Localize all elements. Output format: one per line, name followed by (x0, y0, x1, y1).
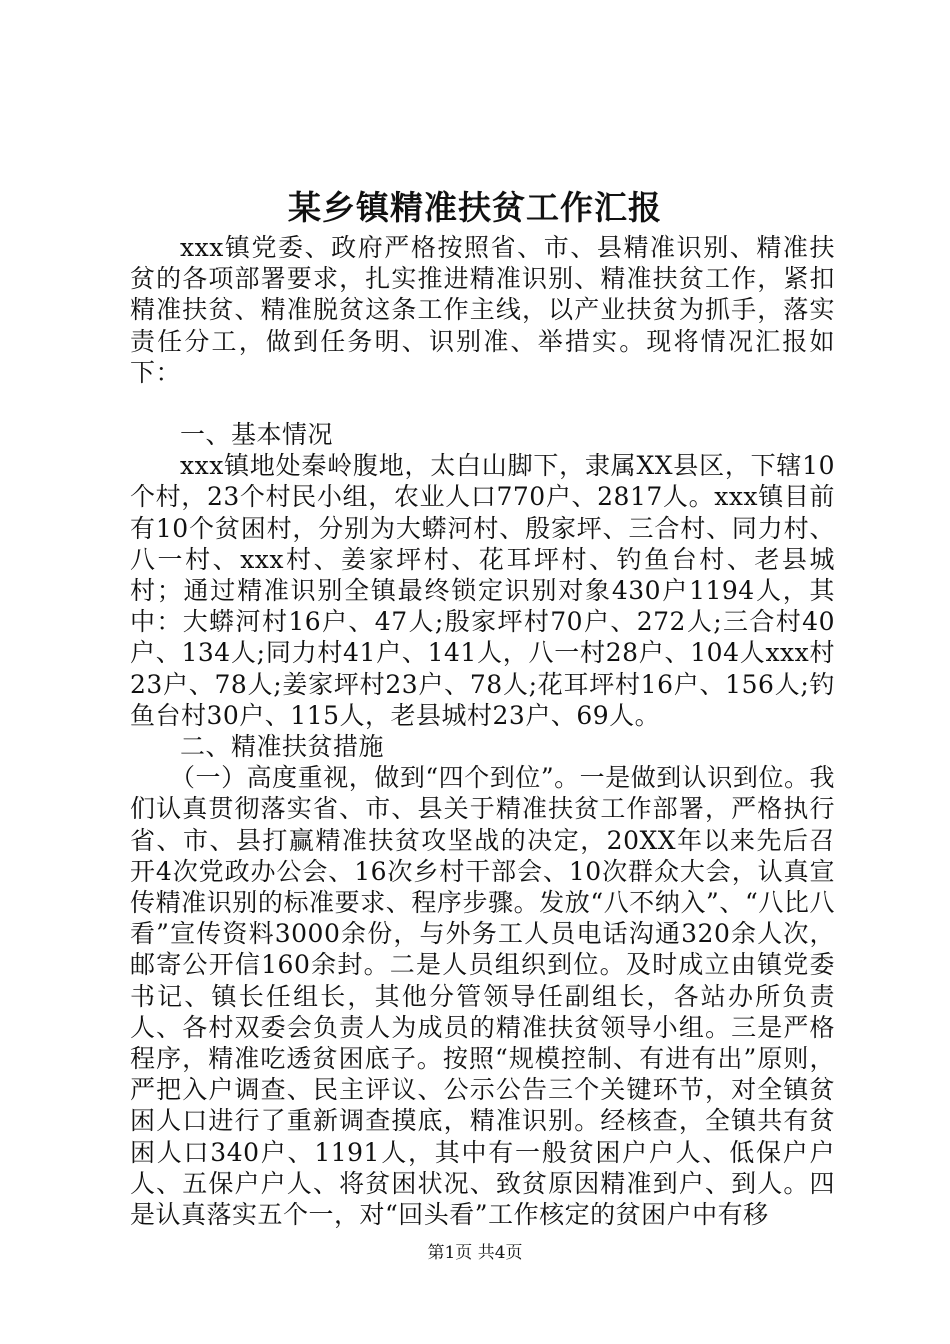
document-title: 某乡镇精准扶贫工作汇报 (288, 188, 662, 227)
intro-paragraph: xxx镇党委、政府严格按照省、市、县精准识别、精准扶贫的各项部署要求，扎实推进精准识别、精准扶贫工作，紧扣精准扶贫、精准脱贫这条工作主线，以产业扶贫为抓手，落实责任分工，做到任务明、识别准、举措实。现将情况汇报如下： (130, 233, 835, 387)
page-footer: 第1页 共4页 (427, 1243, 523, 1263)
basic-situation-paragraph: xxx镇地处秦岭腹地，太白山脚下，隶属XX县区，下辖10个村，23个村民小组，农业人口770户、2817人。xxx镇目前有10个贫困村，分别为大蟒河村、殷家坪、三合村、同力村、八一村、xxx村、姜家坪村、花耳坪村、钓鱼台村、老县城村；通过精准识别全镇最终锁定识别对象430户1194人，其中：大蟒河村16户、47人;殷家坪村70户、272人;三合村40户、134人;同力村41户、141人，八一村28户、104人xxx村23户、78人;姜家坪村23户、78人;花耳坪村16户、156人;钓鱼台村30户、115人，老县城村23户、69人。 (130, 451, 835, 730)
document-body (130, 232, 835, 1230)
section-heading-measures: 二、精准扶贫措施 (180, 732, 385, 762)
measures-paragraph: （一）高度重视，做到“四个到位”。一是做到认识到位。我们认真贯彻落实省、市、县关于精准扶贫工作部署，严格执行省、市、县打赢精准扶贫攻坚战的决定，20XX年以来先后召开4次党政办公会、16次乡村干部会、10次群众大会，认真宣传精准识别的标准要求、程序步骤。发放“八不纳入”、“八比八看”宣传资料3000余份，与外务工人员电话沟通320余人次，邮寄公开信160余封。二是人员组织到位。及时成立由镇党委书记、镇长任组长，其他分管领导任副组长，各站办所负责人、各村双委会负责人为成员的精准扶贫领导小组。三是严格程序，精准吃透贫困底子。按照“规模控制、有进有出”原则，严把入户调查、民主评议、公示公告三个关键环节，对全镇贫困人口进行了重新调查摸底，精准识别。经核查，全镇共有贫困人口340户、1191人，其中有一般贫困户户人、低保户户人、五保户户人、将贫困状况、致贫原因精准到户、到人。四是认真落实五个一，对“回头看”工作核定的贫困户中有移 (130, 763, 835, 1230)
section-heading-basic: 一、基本情况 (180, 420, 334, 450)
